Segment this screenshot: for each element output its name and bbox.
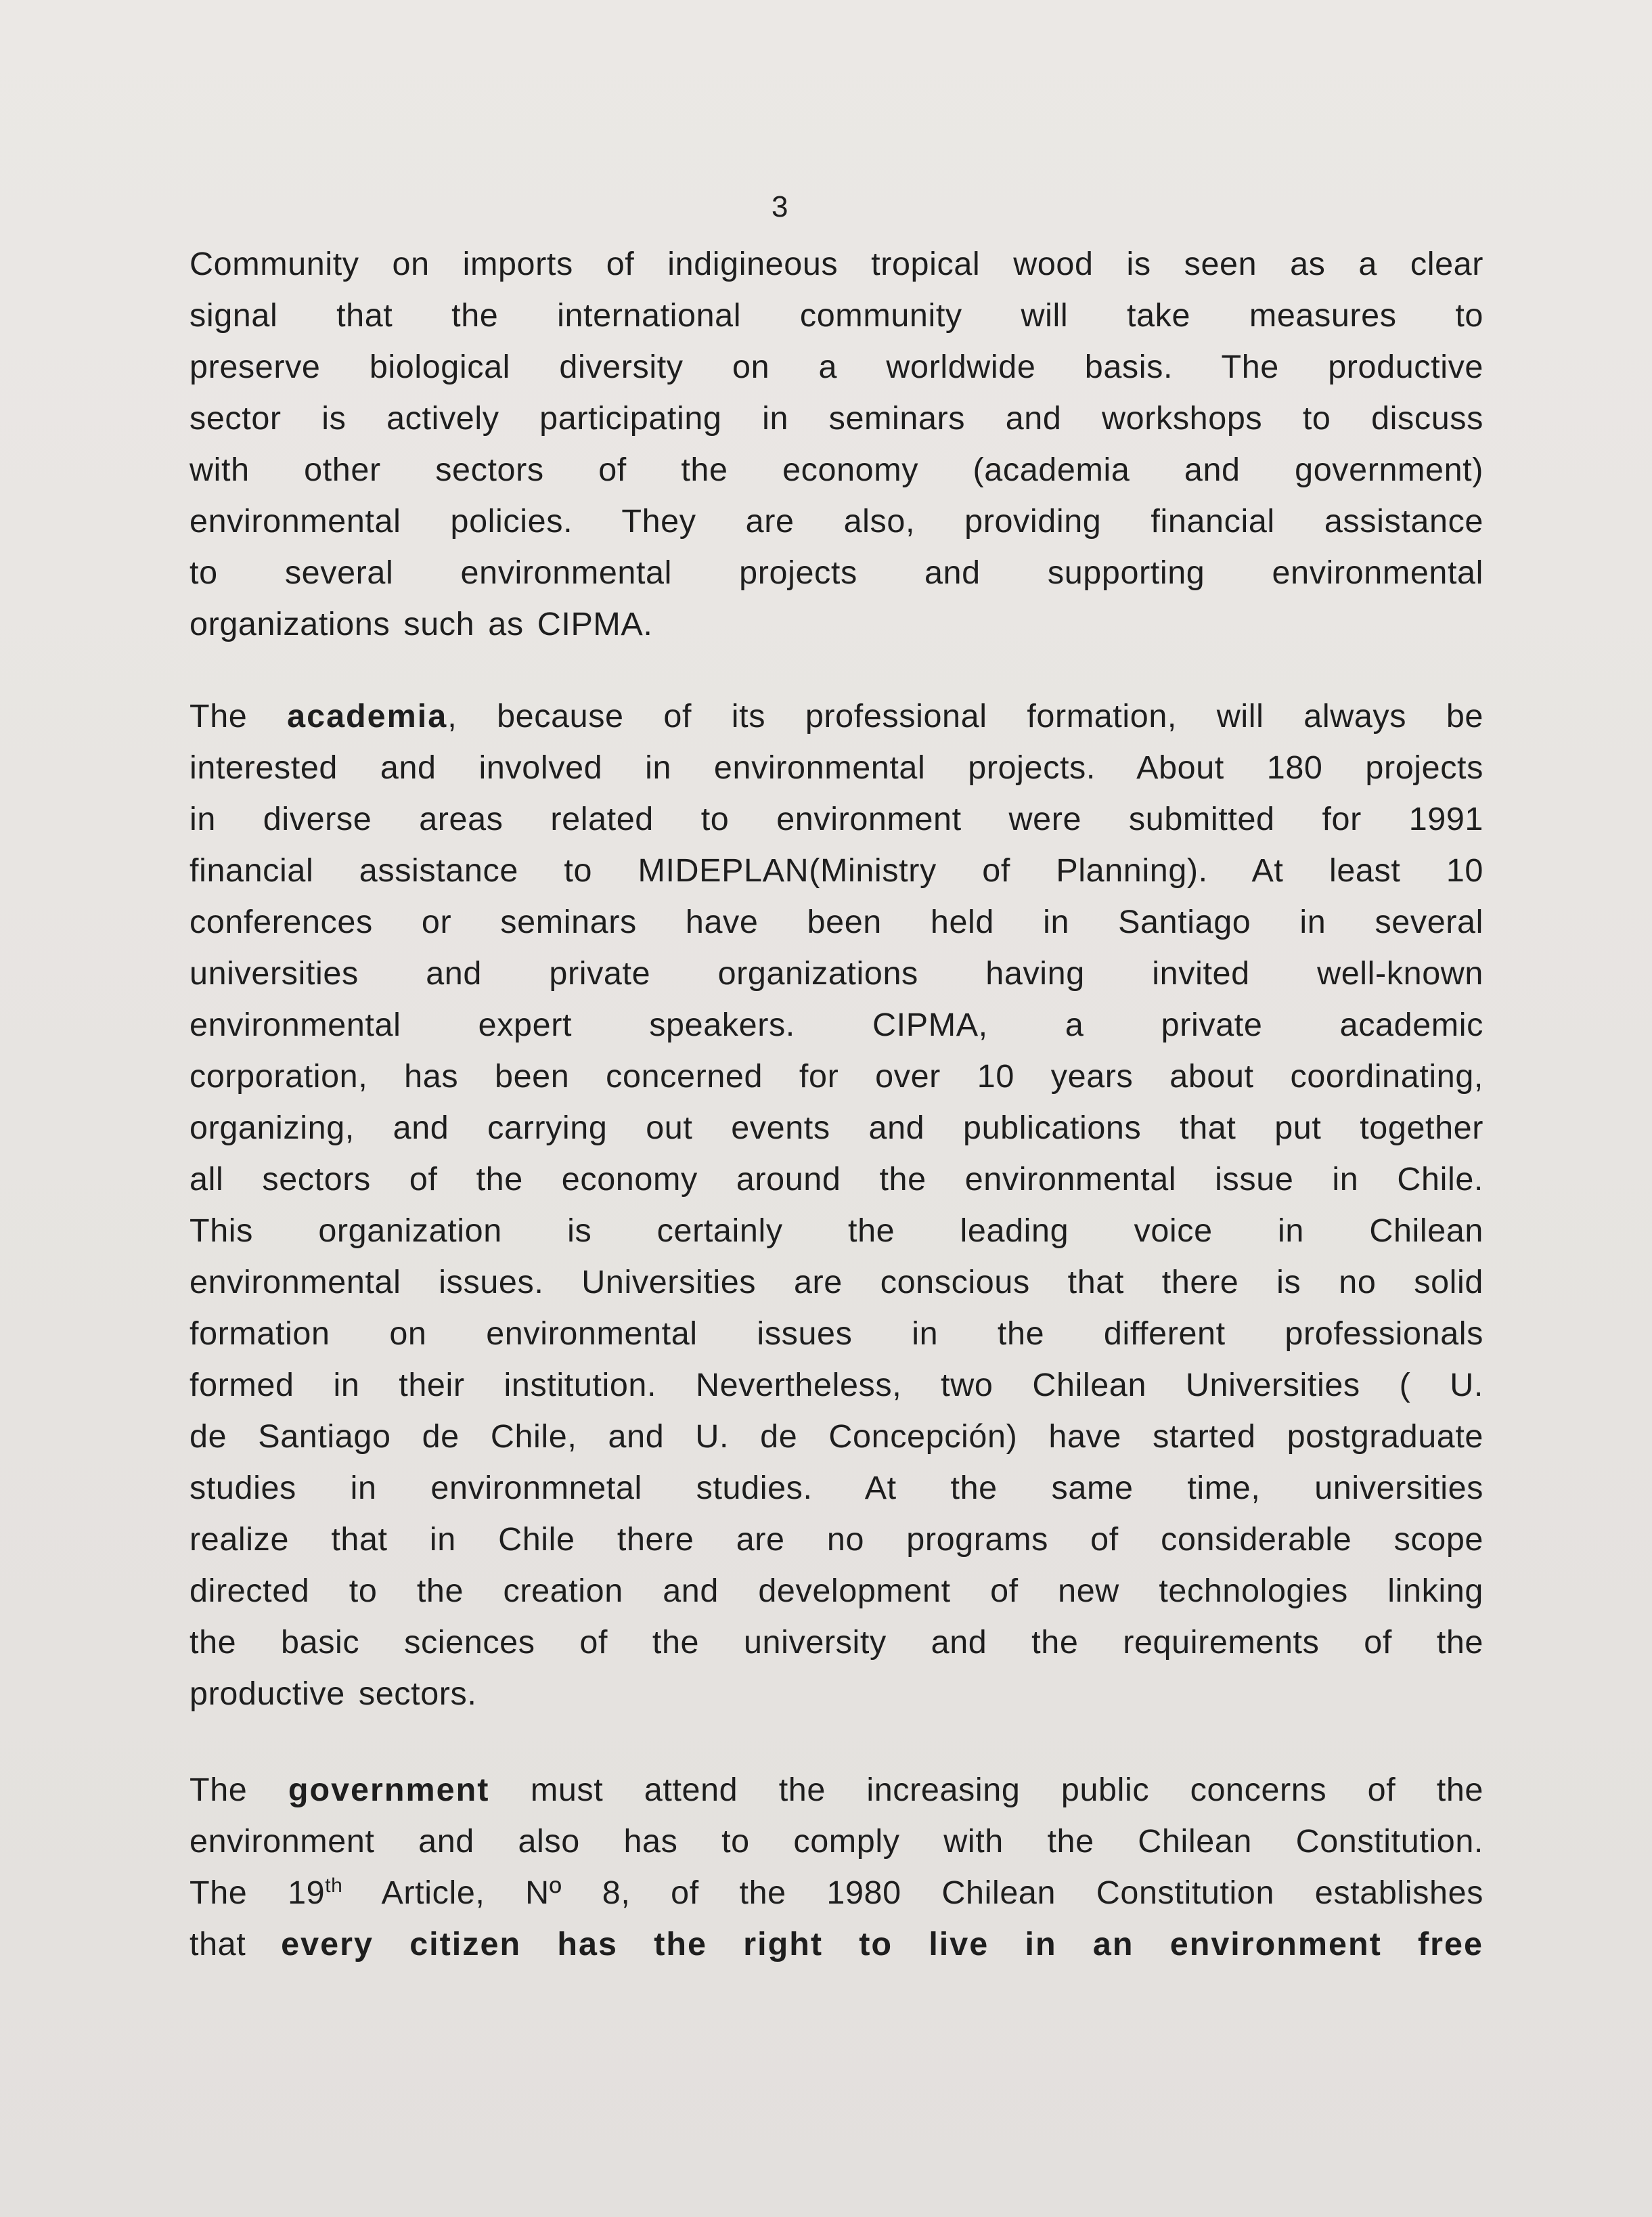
page-number: 3: [772, 190, 788, 223]
text-line: universities and private organizations having invited well-known: [189, 955, 1483, 992]
lead-text: The: [189, 1772, 288, 1808]
line-start: The 19: [189, 1874, 326, 1911]
text-line: realize that in Chile there are no programs of considerable scope: [189, 1521, 1483, 1558]
text-line: organizations such as CIPMA.: [189, 606, 653, 642]
document-body: [189, 238, 1483, 1970]
line-start: that: [189, 1926, 282, 1962]
keyword-government: government: [288, 1772, 490, 1808]
superscript: th: [325, 1874, 343, 1897]
text-line: productive sectors.: [189, 1675, 477, 1712]
text-line: conferences or seminars have been held in Santiago in several: [189, 904, 1483, 940]
text-line: environmental expert speakers. CIPMA, a private academic: [189, 1007, 1483, 1043]
emphasized-right-statement: every citizen has the right to live in an environment free: [281, 1926, 1484, 1962]
line-rest: , because of its professional formation, will always be: [447, 698, 1484, 734]
text-line: [189, 690, 1483, 742]
keyword-academia: academia: [287, 698, 448, 734]
text-line: corporation, has been concerned for over 10 years about coordinating,: [189, 1058, 1483, 1095]
text-line: This organization is certainly the leading voice in Chilean: [189, 1212, 1483, 1249]
text-line: directed to the creation and development of new technologies linking: [189, 1573, 1483, 1609]
text-line: [189, 1764, 1483, 1816]
text-line: [189, 1867, 1483, 1918]
paragraph-academia: [189, 690, 1483, 1719]
text-line: all sectors of the economy around the environmental issue in Chile.: [189, 1161, 1483, 1198]
text-line: signal that the international community will take measures to: [189, 297, 1483, 334]
paragraph-government: [189, 1764, 1483, 1970]
text-line: with other sectors of the economy (academia and government): [189, 452, 1483, 488]
text-line: Community on imports of indigineous tropical wood is seen as a clear: [189, 246, 1483, 282]
text-line: financial assistance to MIDEPLAN(Ministry of Planning). At least 10: [189, 852, 1483, 889]
lead-text: The: [189, 698, 288, 734]
text-line: formed in their institution. Nevertheless, two Chilean Universities ( U.: [189, 1367, 1483, 1403]
text-line: sector is actively participating in seminars and workshops to discuss: [189, 400, 1483, 437]
text-line: in diverse areas related to environment were submitted for 1991: [189, 801, 1483, 837]
text-line: formation on environmental issues in the different professionals: [189, 1315, 1483, 1352]
text-line: preserve biological diversity on a worldwide basis. The productive: [189, 349, 1483, 385]
text-line: the basic sciences of the university and the requirements of the: [189, 1624, 1483, 1661]
text-line: to several environmental projects and supporting environmental: [189, 554, 1483, 591]
text-line: environmental policies. They are also, providing financial assistance: [189, 503, 1483, 540]
paragraph-productive-sector: [189, 238, 1483, 650]
line-rest: must attend the increasing public concerns of the: [489, 1772, 1483, 1808]
text-line: environment and also has to comply with the Chilean Constitution.: [189, 1823, 1483, 1860]
text-line: de Santiago de Chile, and U. de Concepción) have started postgraduate: [189, 1418, 1483, 1455]
text-line: studies in environmnetal studies. At the same time, universities: [189, 1470, 1483, 1506]
text-line: interested and involved in environmental projects. About 180 projects: [189, 749, 1483, 786]
text-line: [189, 1918, 1483, 1970]
line-rest: Article, Nº 8, of the 1980 Chilean Constitution establishes: [342, 1874, 1483, 1911]
text-line: organizing, and carrying out events and publications that put together: [189, 1110, 1483, 1146]
text-line: environmental issues. Universities are conscious that there is no solid: [189, 1264, 1483, 1300]
